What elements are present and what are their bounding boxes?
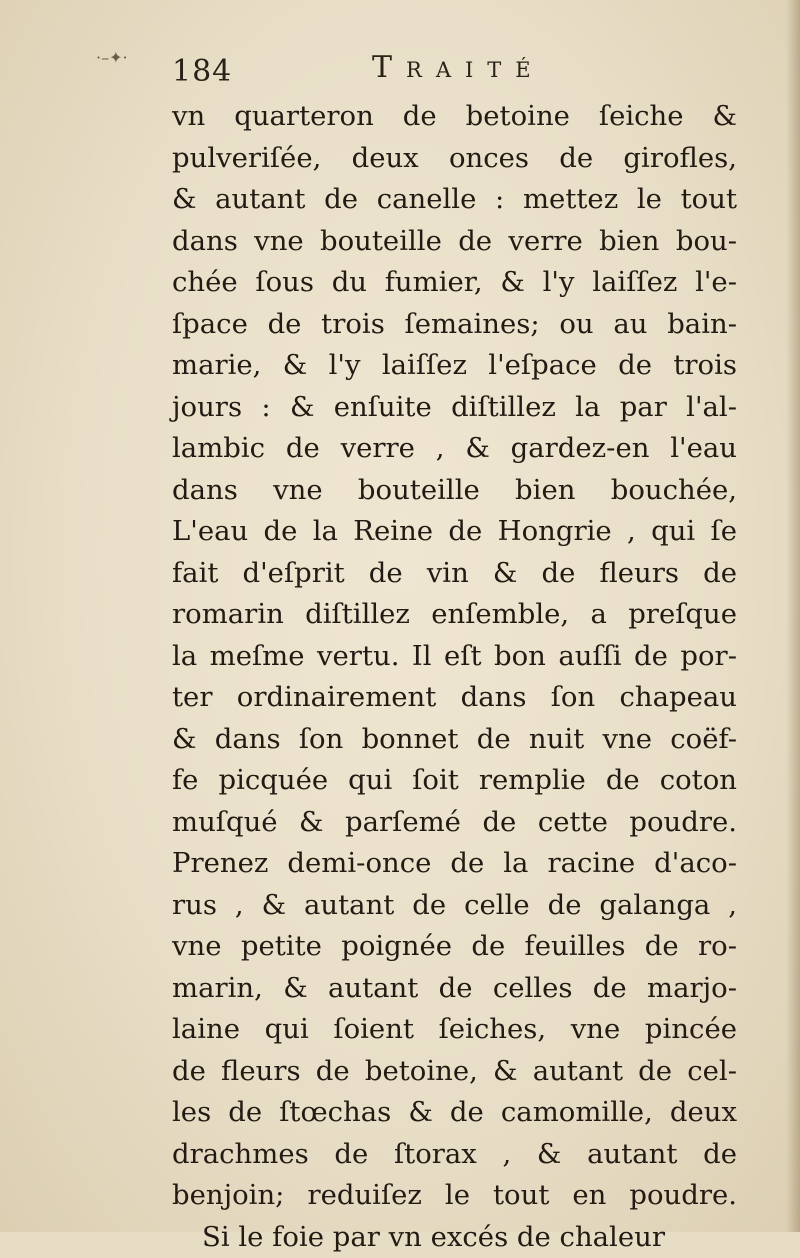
text-line: fait d'eſprit de vin & de fleurs de: [172, 553, 737, 595]
text-line: L'eau de la Reine de Hongrie , qui ſe: [172, 511, 737, 553]
text-line: marie, & l'y laiſſez l'eſpace de trois: [172, 345, 737, 387]
text-line: chée ſous du fumier, & l'y laiſſez l'e-: [172, 262, 737, 304]
page-edge-shadow: [786, 0, 800, 1232]
text-line: lambic de verre , & gardez-en l'eau: [172, 428, 737, 470]
text-line: laine qui ſoient ſeiches, vne pincée: [172, 1009, 737, 1051]
text-line: muſqué & parſemé de cette poudre.: [172, 802, 737, 844]
text-line: jours : & enſuite diſtillez la par l'al-: [172, 387, 737, 429]
text-line: vne petite poignée de feuilles de ro-: [172, 926, 737, 968]
text-line: marin, & autant de celles de marjo-: [172, 968, 737, 1010]
text-line: & dans ſon bonnet de nuit vne coëf-: [172, 719, 737, 761]
margin-ornament: ·–✦·: [96, 48, 128, 67]
text-line: de fleurs de betoine, & autant de cel-: [172, 1051, 737, 1093]
text-line: romarin diſtillez enſemble, a preſque: [172, 594, 737, 636]
text-line: les de ſtœchas & de camomille, deux: [172, 1092, 737, 1134]
text-line: rus , & autant de celle de galanga ,: [172, 885, 737, 927]
text-line: pulveriſée, deux onces de girofles,: [172, 138, 737, 180]
text-line: la meſme vertu. Il eſt bon auſſi de por-: [172, 636, 737, 678]
text-line: benjoin; reduiſez le tout en poudre.: [172, 1175, 737, 1217]
text-line: fe picquée qui ſoit remplie de coton: [172, 760, 737, 802]
text-line: drachmes de ſtorax , & autant de: [172, 1134, 737, 1176]
body-text: [172, 96, 737, 1258]
text-line: vn quarteron de betoine ſeiche &: [172, 96, 737, 138]
text-line: ter ordinairement dans ſon chapeau: [172, 677, 737, 719]
text-line: Prenez demi-once de la racine d'aco-: [172, 843, 737, 885]
page-number: 184: [172, 54, 232, 89]
text-line: ſpace de trois ſemaines; ou au bain-: [172, 304, 737, 346]
text-line: dans vne bouteille de verre bien bou-: [172, 221, 737, 263]
text-line: Si le foie par vn excés de chaleur: [172, 1217, 737, 1258]
text-line: & autant de canelle : mettez le tout: [172, 179, 737, 221]
running-title: Traité: [372, 50, 545, 85]
text-line: dans vne bouteille bien bouchée,: [172, 470, 737, 512]
page-header: [172, 48, 732, 94]
